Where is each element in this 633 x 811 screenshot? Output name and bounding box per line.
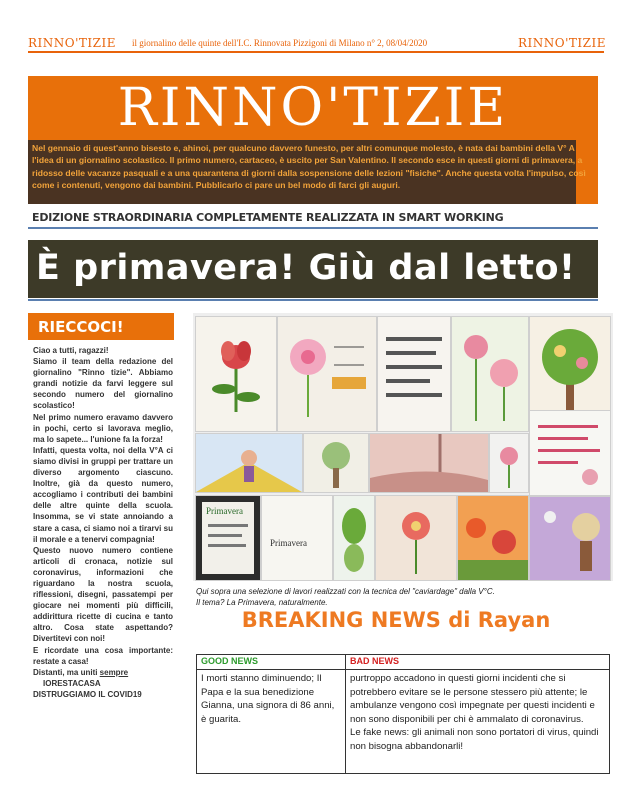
drawing-tile — [489, 433, 529, 493]
good-news-header: GOOD NEWS — [197, 655, 345, 670]
bad-news-item: Le fake news: gli animali non sono portatori di virus, quindi non bisogna abbandonarli! — [350, 727, 599, 752]
good-news-column — [197, 655, 346, 773]
article-paragraph: Infatti, questa volta, noi della V°A ci siamo divisi in gruppi per trattare un diverso argomento ciascuno. Inoltre, già da questo numero, accogliamo i contributi dei bambini delle altre quinte della scuola. Insomma, se vi state annoiando a stare a casa, ci siamo noi a tirarvi su il morale e a tenervi compagnia! — [33, 445, 173, 544]
headline: È primavera! Giù dal letto! — [36, 248, 576, 288]
article-body — [33, 345, 173, 700]
flowers-drawing-icon — [452, 317, 528, 431]
drawing-tile — [451, 316, 529, 432]
drawing-tile — [375, 495, 457, 581]
pink-landscape-drawing-icon — [370, 434, 488, 492]
article-paragraph: Nel primo numero eravamo davvero in pochi, certo si lavorava meglio, ma lo sapete... l'unione fa la forza! — [33, 412, 173, 444]
breaking-news-title: BREAKING NEWS di Rayan — [241, 608, 551, 632]
top-divider — [28, 51, 604, 53]
article-closing — [33, 667, 173, 678]
good-news-text: I morti stanno diminuendo; Il Papa e la sua benedizione Gianna, una signora di 86 anni, è guarita. — [201, 673, 335, 725]
article-paragraph: E ricordate una cosa importante: restate a casa! — [33, 645, 173, 666]
caption-line: Il tema? La Primavera, naturalmente. — [196, 598, 328, 607]
bad-news-header: BAD NEWS — [346, 655, 609, 670]
flower-sketch-drawing-icon — [490, 434, 528, 492]
caption-line: Qui sopra una selezione di lavori realizzati con la tecnica del "caviardage" dalla V°C. — [196, 587, 495, 596]
hashtag-line: IORESTACASA — [43, 678, 101, 688]
drawing-tile — [303, 433, 369, 493]
drawing-tile — [333, 495, 375, 581]
bad-news-column — [346, 655, 609, 773]
drawing-tile — [277, 316, 377, 432]
flower-drawing-icon — [196, 317, 276, 431]
flower-doodle-drawing-icon — [376, 496, 456, 580]
top-subtitle: il giornalino delle quinte dell'I.C. Rinnovata Pizzigoni di Milano n° 2, 08/04/2020 — [132, 38, 428, 48]
article-paragraph: Siamo il team della redazione del giornalino "Rinno tizie". Abbiamo grandi notizie da farvi leggere sul secondo numero del giornalino scolastico! — [33, 357, 173, 411]
bad-news-item: purtroppo accadono in questi giorni incidenti che si potrebbero evitare se le persone stessero più attente; le ambulanze vengono così impegnate per questi incidenti e non sono disponibili per chi è ammalato di coronavirus. — [350, 673, 595, 725]
intro-box — [28, 140, 598, 204]
tree-sketch-drawing-icon — [304, 434, 368, 492]
drawing-tile — [195, 495, 261, 581]
orange-garden-drawing-icon — [458, 496, 528, 580]
headline-box — [28, 240, 598, 298]
article-paragraph: Ciao a tutti, ragazzi! — [33, 346, 109, 355]
drawing-tile — [529, 410, 611, 496]
closing-text: Distanti, ma uniti — [33, 667, 100, 677]
pink-flower-drawing-icon — [278, 317, 376, 431]
section-title-box — [28, 313, 174, 340]
edition-banner: EDIZIONE STRAORDINARIA COMPLETAMENTE REALIZZATA IN SMART WORKING — [32, 211, 504, 224]
edition-divider — [28, 227, 598, 229]
top-header — [28, 36, 604, 50]
hashtag-line: DISTRUGGIAMO IL COVID19 — [33, 689, 142, 699]
section-title: RIECCOCI! — [38, 318, 124, 336]
masthead-banner — [28, 76, 598, 140]
girl-meadow-drawing-icon — [196, 434, 302, 492]
handwritten-page-drawing-icon — [530, 411, 610, 495]
tile-caption: Primavera — [206, 506, 243, 516]
drawings-collage — [193, 313, 613, 581]
closing-underlined: sempre — [99, 667, 129, 677]
intro-text: Nel gennaio di quest'anno bisesto e, ahinoi, per qualcuno davvero funesto, per altri comunque molesto, è nata dai bambini della V° A l'idea di un giornalino scolastico. Il primo numero, cartaceo, è uscito per San Valentino. Il secondo esce in questi giorni di primavera, a ridosso delle vacanze pasquali e a una quarantena di giorni dalla sospensione delle lezioni "fisiche". Anche questa volta l'impulso, così come i contenuti, vengono dai bambini. Pubblicarlo ci pare un bel modo di farci gli auguri. — [32, 143, 586, 190]
drawing-tile — [195, 316, 277, 432]
leaves-drawing-icon — [334, 496, 374, 580]
top-logo-left: RINNO'TIZIE — [28, 36, 116, 50]
text-drawing-icon — [378, 317, 450, 431]
drawing-tile — [529, 496, 611, 581]
gallery-caption — [196, 586, 616, 608]
headline-divider — [28, 299, 598, 301]
news-table — [196, 654, 610, 774]
tile-caption: Primavera — [270, 538, 307, 548]
bad-news-text — [346, 670, 609, 756]
drawing-tile — [261, 495, 333, 581]
masthead-title: RINNO'TIZIE — [117, 78, 509, 138]
drawing-tile — [369, 433, 489, 493]
drawing-tile — [457, 495, 529, 581]
article-paragraph: Questo nuovo numero contiene articoli di cronaca, notizie sul coronavirus, informazioni che riguardano la nostra scuola, riflessioni, disegni, passatempi per giocare nei momenti più difficili, addirittura ricette di cucina e tanto altro. Cosa state aspettando? Divertitevi con noi! — [33, 545, 173, 644]
purple-scene-drawing-icon — [530, 497, 610, 580]
drawing-tile — [195, 433, 303, 493]
drawing-tile — [377, 316, 451, 432]
top-logo-right: RINNO'TIZIE — [518, 36, 606, 50]
